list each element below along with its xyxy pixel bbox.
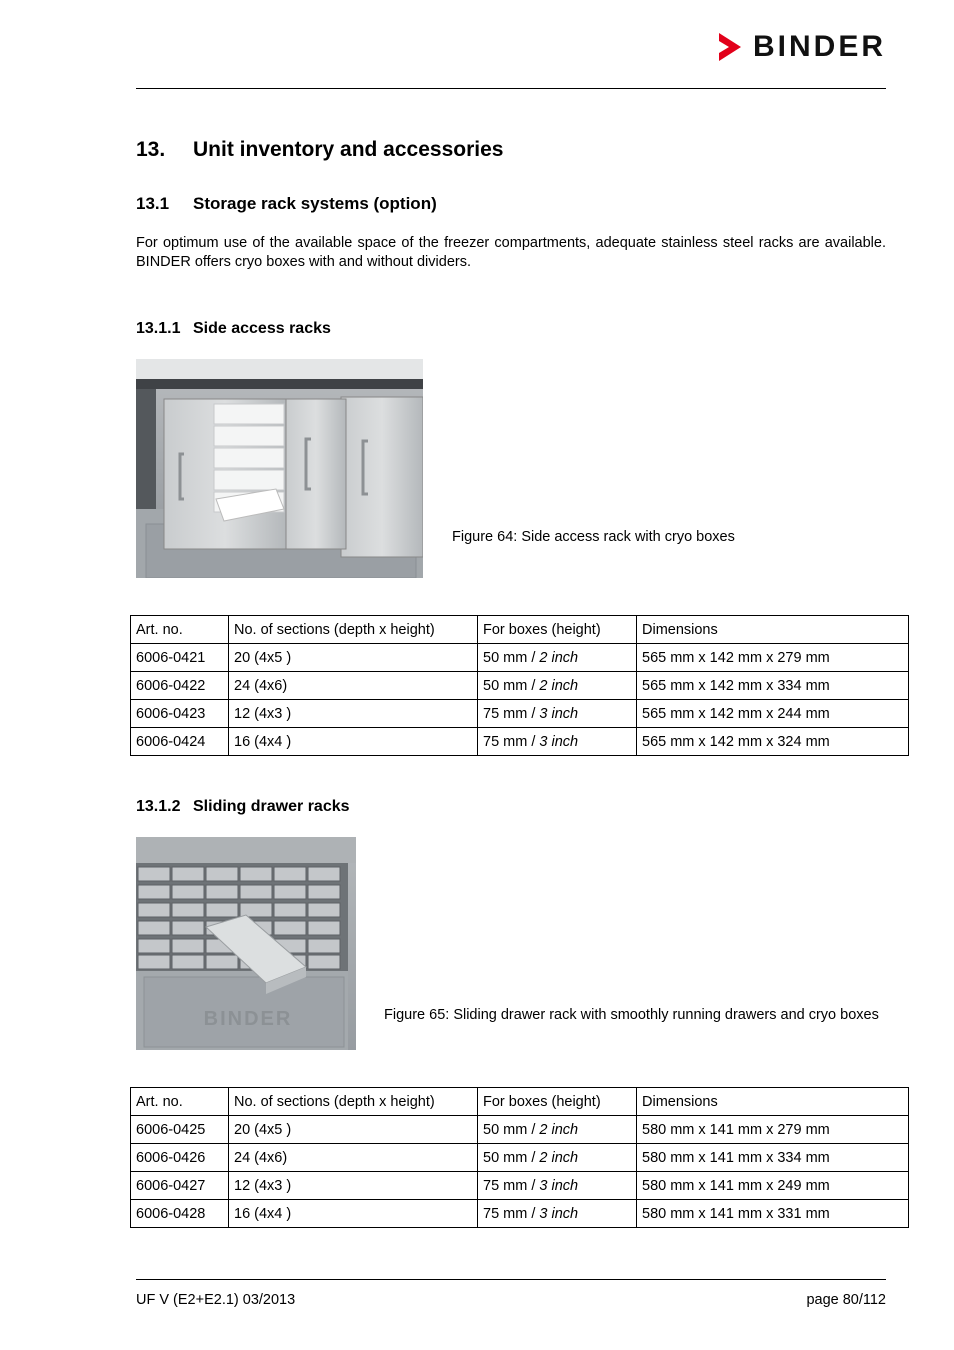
drawer-racks-title: Sliding drawer racks xyxy=(193,798,350,815)
header-divider xyxy=(136,88,886,89)
height-inch: 2 inch xyxy=(539,1149,579,1166)
height-mm: 75 mm / xyxy=(483,1177,540,1194)
height-inch: 3 inch xyxy=(539,1205,579,1222)
cell-art-no: 6006-0421 xyxy=(131,644,229,672)
cell-box-height xyxy=(478,644,637,672)
header-art-no: Art. no. xyxy=(131,616,229,644)
height-inch: 3 inch xyxy=(539,1177,579,1194)
height-inch: 2 inch xyxy=(539,649,579,666)
cell-sections: 20 (4x5 ) xyxy=(229,1116,478,1144)
intro-paragraph: For optimum use of the available space of the freezer compartments, adequate stainless steel racks are available. BINDER offers cryo boxes with and without dividers. xyxy=(136,235,886,270)
cell-dimensions: 580 mm x 141 mm x 279 mm xyxy=(637,1116,909,1144)
cell-art-no: 6006-0428 xyxy=(131,1200,229,1228)
cell-dimensions: 565 mm x 142 mm x 244 mm xyxy=(637,700,909,728)
height-inch: 2 inch xyxy=(539,1121,579,1138)
cell-sections: 16 (4x4 ) xyxy=(229,1200,478,1228)
figure-65-caption: Figure 65: Sliding drawer rack with smoothly running drawers and cryo boxes xyxy=(384,1007,879,1023)
side-racks-number: 13.1.1 xyxy=(136,320,181,337)
logo-text: BINDER xyxy=(752,30,886,63)
height-mm: 50 mm / xyxy=(483,1149,540,1166)
height-mm: 50 mm / xyxy=(483,677,540,694)
section-title: Unit inventory and accessories xyxy=(193,138,504,161)
binder-chevron-icon xyxy=(717,31,743,63)
table-row xyxy=(131,728,909,756)
side-racks-heading xyxy=(136,320,331,338)
drawer-racks-heading xyxy=(136,798,350,816)
table-row xyxy=(131,1116,909,1144)
cell-box-height xyxy=(478,1200,637,1228)
footer-page-number: page 80/112 xyxy=(806,1292,886,1308)
cell-dimensions: 580 mm x 141 mm x 249 mm xyxy=(637,1172,909,1200)
table-row xyxy=(131,672,909,700)
cell-box-height xyxy=(478,1172,637,1200)
table-row xyxy=(131,700,909,728)
subsection-heading xyxy=(136,194,437,214)
header-sections: No. of sections (depth x height) xyxy=(229,616,478,644)
table-row xyxy=(131,1172,909,1200)
header-box-height: For boxes (height) xyxy=(478,1088,637,1116)
cell-box-height xyxy=(478,728,637,756)
header-box-height: For boxes (height) xyxy=(478,616,637,644)
header-dimensions: Dimensions xyxy=(637,616,909,644)
height-mm: 75 mm / xyxy=(483,733,540,750)
drawer-racks-number: 13.1.2 xyxy=(136,798,181,815)
cell-sections: 16 (4x4 ) xyxy=(229,728,478,756)
table-header-row xyxy=(131,616,909,644)
cell-dimensions: 565 mm x 142 mm x 279 mm xyxy=(637,644,909,672)
cell-box-height xyxy=(478,1144,637,1172)
header-sections: No. of sections (depth x height) xyxy=(229,1088,478,1116)
section-number: 13. xyxy=(136,138,166,161)
height-mm: 75 mm / xyxy=(483,1205,540,1222)
height-inch: 2 inch xyxy=(539,677,579,694)
sliding-drawer-rack-photo xyxy=(136,837,356,1050)
cell-art-no: 6006-0423 xyxy=(131,700,229,728)
footer-divider xyxy=(136,1279,886,1280)
height-mm: 50 mm / xyxy=(483,1121,540,1138)
header-art-no: Art. no. xyxy=(131,1088,229,1116)
cell-art-no: 6006-0427 xyxy=(131,1172,229,1200)
cell-dimensions: 565 mm x 142 mm x 334 mm xyxy=(637,672,909,700)
height-inch: 3 inch xyxy=(539,705,579,722)
cell-box-height xyxy=(478,672,637,700)
side-racks-table xyxy=(130,615,909,756)
cell-art-no: 6006-0422 xyxy=(131,672,229,700)
cell-art-no: 6006-0426 xyxy=(131,1144,229,1172)
cell-sections: 12 (4x3 ) xyxy=(229,1172,478,1200)
drawer-racks-table xyxy=(130,1087,909,1228)
height-mm: 50 mm / xyxy=(483,649,540,666)
cell-dimensions: 580 mm x 141 mm x 334 mm xyxy=(637,1144,909,1172)
height-inch: 3 inch xyxy=(539,733,579,750)
photo-logo-text: BINDER xyxy=(203,1008,293,1030)
table-row xyxy=(131,1200,909,1228)
cell-box-height xyxy=(478,1116,637,1144)
header-dimensions: Dimensions xyxy=(637,1088,909,1116)
cell-dimensions: 580 mm x 141 mm x 331 mm xyxy=(637,1200,909,1228)
binder-logo xyxy=(717,30,886,64)
subsection-number: 13.1 xyxy=(136,194,170,213)
footer-document-id: UF V (E2+E2.1) 03/2013 xyxy=(136,1292,296,1308)
figure-64-caption: Figure 64: Side access rack with cryo boxes xyxy=(452,529,735,545)
cell-sections: 24 (4x6) xyxy=(229,1144,478,1172)
cell-dimensions: 565 mm x 142 mm x 324 mm xyxy=(637,728,909,756)
cell-sections: 24 (4x6) xyxy=(229,672,478,700)
cell-sections: 12 (4x3 ) xyxy=(229,700,478,728)
table-row xyxy=(131,644,909,672)
subsection-title: Storage rack systems (option) xyxy=(193,194,437,213)
table-row xyxy=(131,1144,909,1172)
cell-box-height xyxy=(478,700,637,728)
section-heading xyxy=(136,138,503,162)
height-mm: 75 mm / xyxy=(483,705,540,722)
table-header-row xyxy=(131,1088,909,1116)
side-racks-title: Side access racks xyxy=(193,320,331,337)
side-access-rack-photo xyxy=(136,359,423,578)
cell-art-no: 6006-0424 xyxy=(131,728,229,756)
cell-art-no: 6006-0425 xyxy=(131,1116,229,1144)
cell-sections: 20 (4x5 ) xyxy=(229,644,478,672)
